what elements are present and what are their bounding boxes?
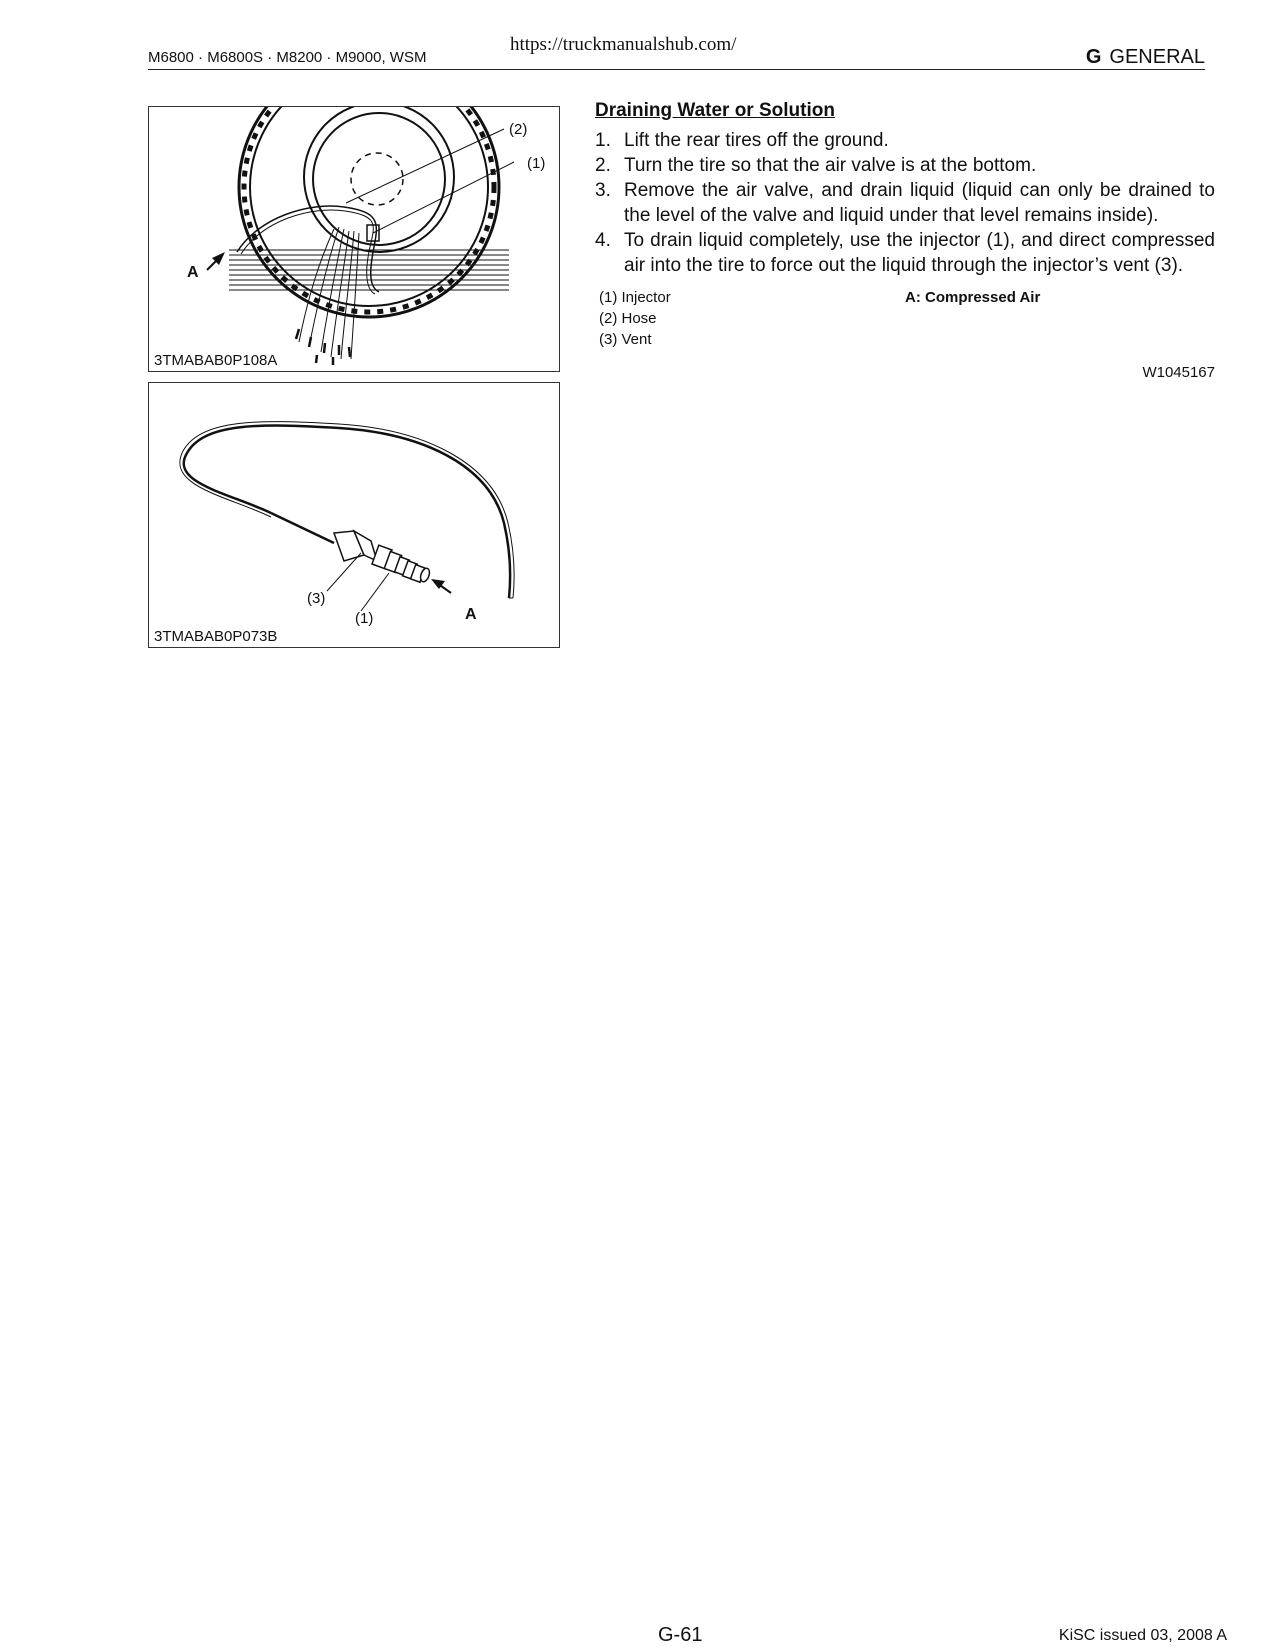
callout-a: A bbox=[465, 606, 477, 623]
callout-1: (1) bbox=[527, 155, 546, 172]
step-item bbox=[595, 178, 1215, 228]
source-url: https://truckmanualshub.com/ bbox=[510, 34, 737, 55]
legend-item: A: Compressed Air bbox=[905, 289, 1041, 306]
step-text: To drain liquid completely, use the injector (1), and direct compressed air into the tire to force out the liquid through the injector’s vent (3). bbox=[624, 230, 1215, 276]
figure-injector bbox=[148, 382, 560, 648]
legend-item: (3) Vent bbox=[599, 331, 652, 348]
step-item bbox=[595, 228, 1215, 278]
callout-1: (1) bbox=[355, 610, 374, 627]
issue-info: KiSC issued 03, 2008 A bbox=[1058, 1627, 1227, 1644]
page-number: G-61 bbox=[658, 1624, 703, 1646]
step-number: 3. bbox=[595, 180, 611, 201]
section-title: Draining Water or Solution bbox=[595, 100, 835, 121]
header-rule bbox=[148, 69, 1205, 70]
injector-drawing bbox=[149, 383, 559, 647]
figure-tire-draining bbox=[148, 106, 560, 372]
step-number: 4. bbox=[595, 230, 611, 251]
step-number: 2. bbox=[595, 155, 611, 176]
step-text: Remove the air valve, and drain liquid (liquid can only be drained to the level of the valve and liquid under that level remains inside). bbox=[624, 180, 1215, 226]
section-name: GENERAL bbox=[1109, 46, 1205, 68]
step-number: 1. bbox=[595, 130, 611, 151]
step-item bbox=[595, 128, 1215, 153]
reference-code: W1045167 bbox=[1142, 364, 1215, 381]
section-header bbox=[1086, 46, 1205, 69]
legend bbox=[595, 287, 1215, 350]
figure-code: 3TMABAB0P108A bbox=[154, 352, 278, 369]
callout-2: (2) bbox=[509, 121, 528, 138]
manual-models: M6800 · M6800S · M8200 · M9000, WSM bbox=[148, 49, 427, 66]
legend-item: (2) Hose bbox=[599, 310, 657, 327]
step-text: Lift the rear tires off the ground. bbox=[624, 130, 889, 151]
legend-item: (1) Injector bbox=[599, 289, 671, 306]
callout-3: (3) bbox=[307, 590, 326, 607]
section-letter: G bbox=[1085, 46, 1102, 68]
legend-numbers bbox=[595, 287, 905, 350]
procedure-section bbox=[595, 100, 1215, 381]
step-item bbox=[595, 153, 1215, 178]
step-text: Turn the tire so that the air valve is at the bottom. bbox=[624, 155, 1037, 176]
tire-drawing bbox=[149, 107, 559, 371]
figure-code: 3TMABAB0P073B bbox=[154, 628, 278, 645]
steps-list bbox=[595, 128, 1215, 278]
callout-a: A bbox=[187, 264, 199, 281]
legend-letters bbox=[905, 287, 1040, 350]
